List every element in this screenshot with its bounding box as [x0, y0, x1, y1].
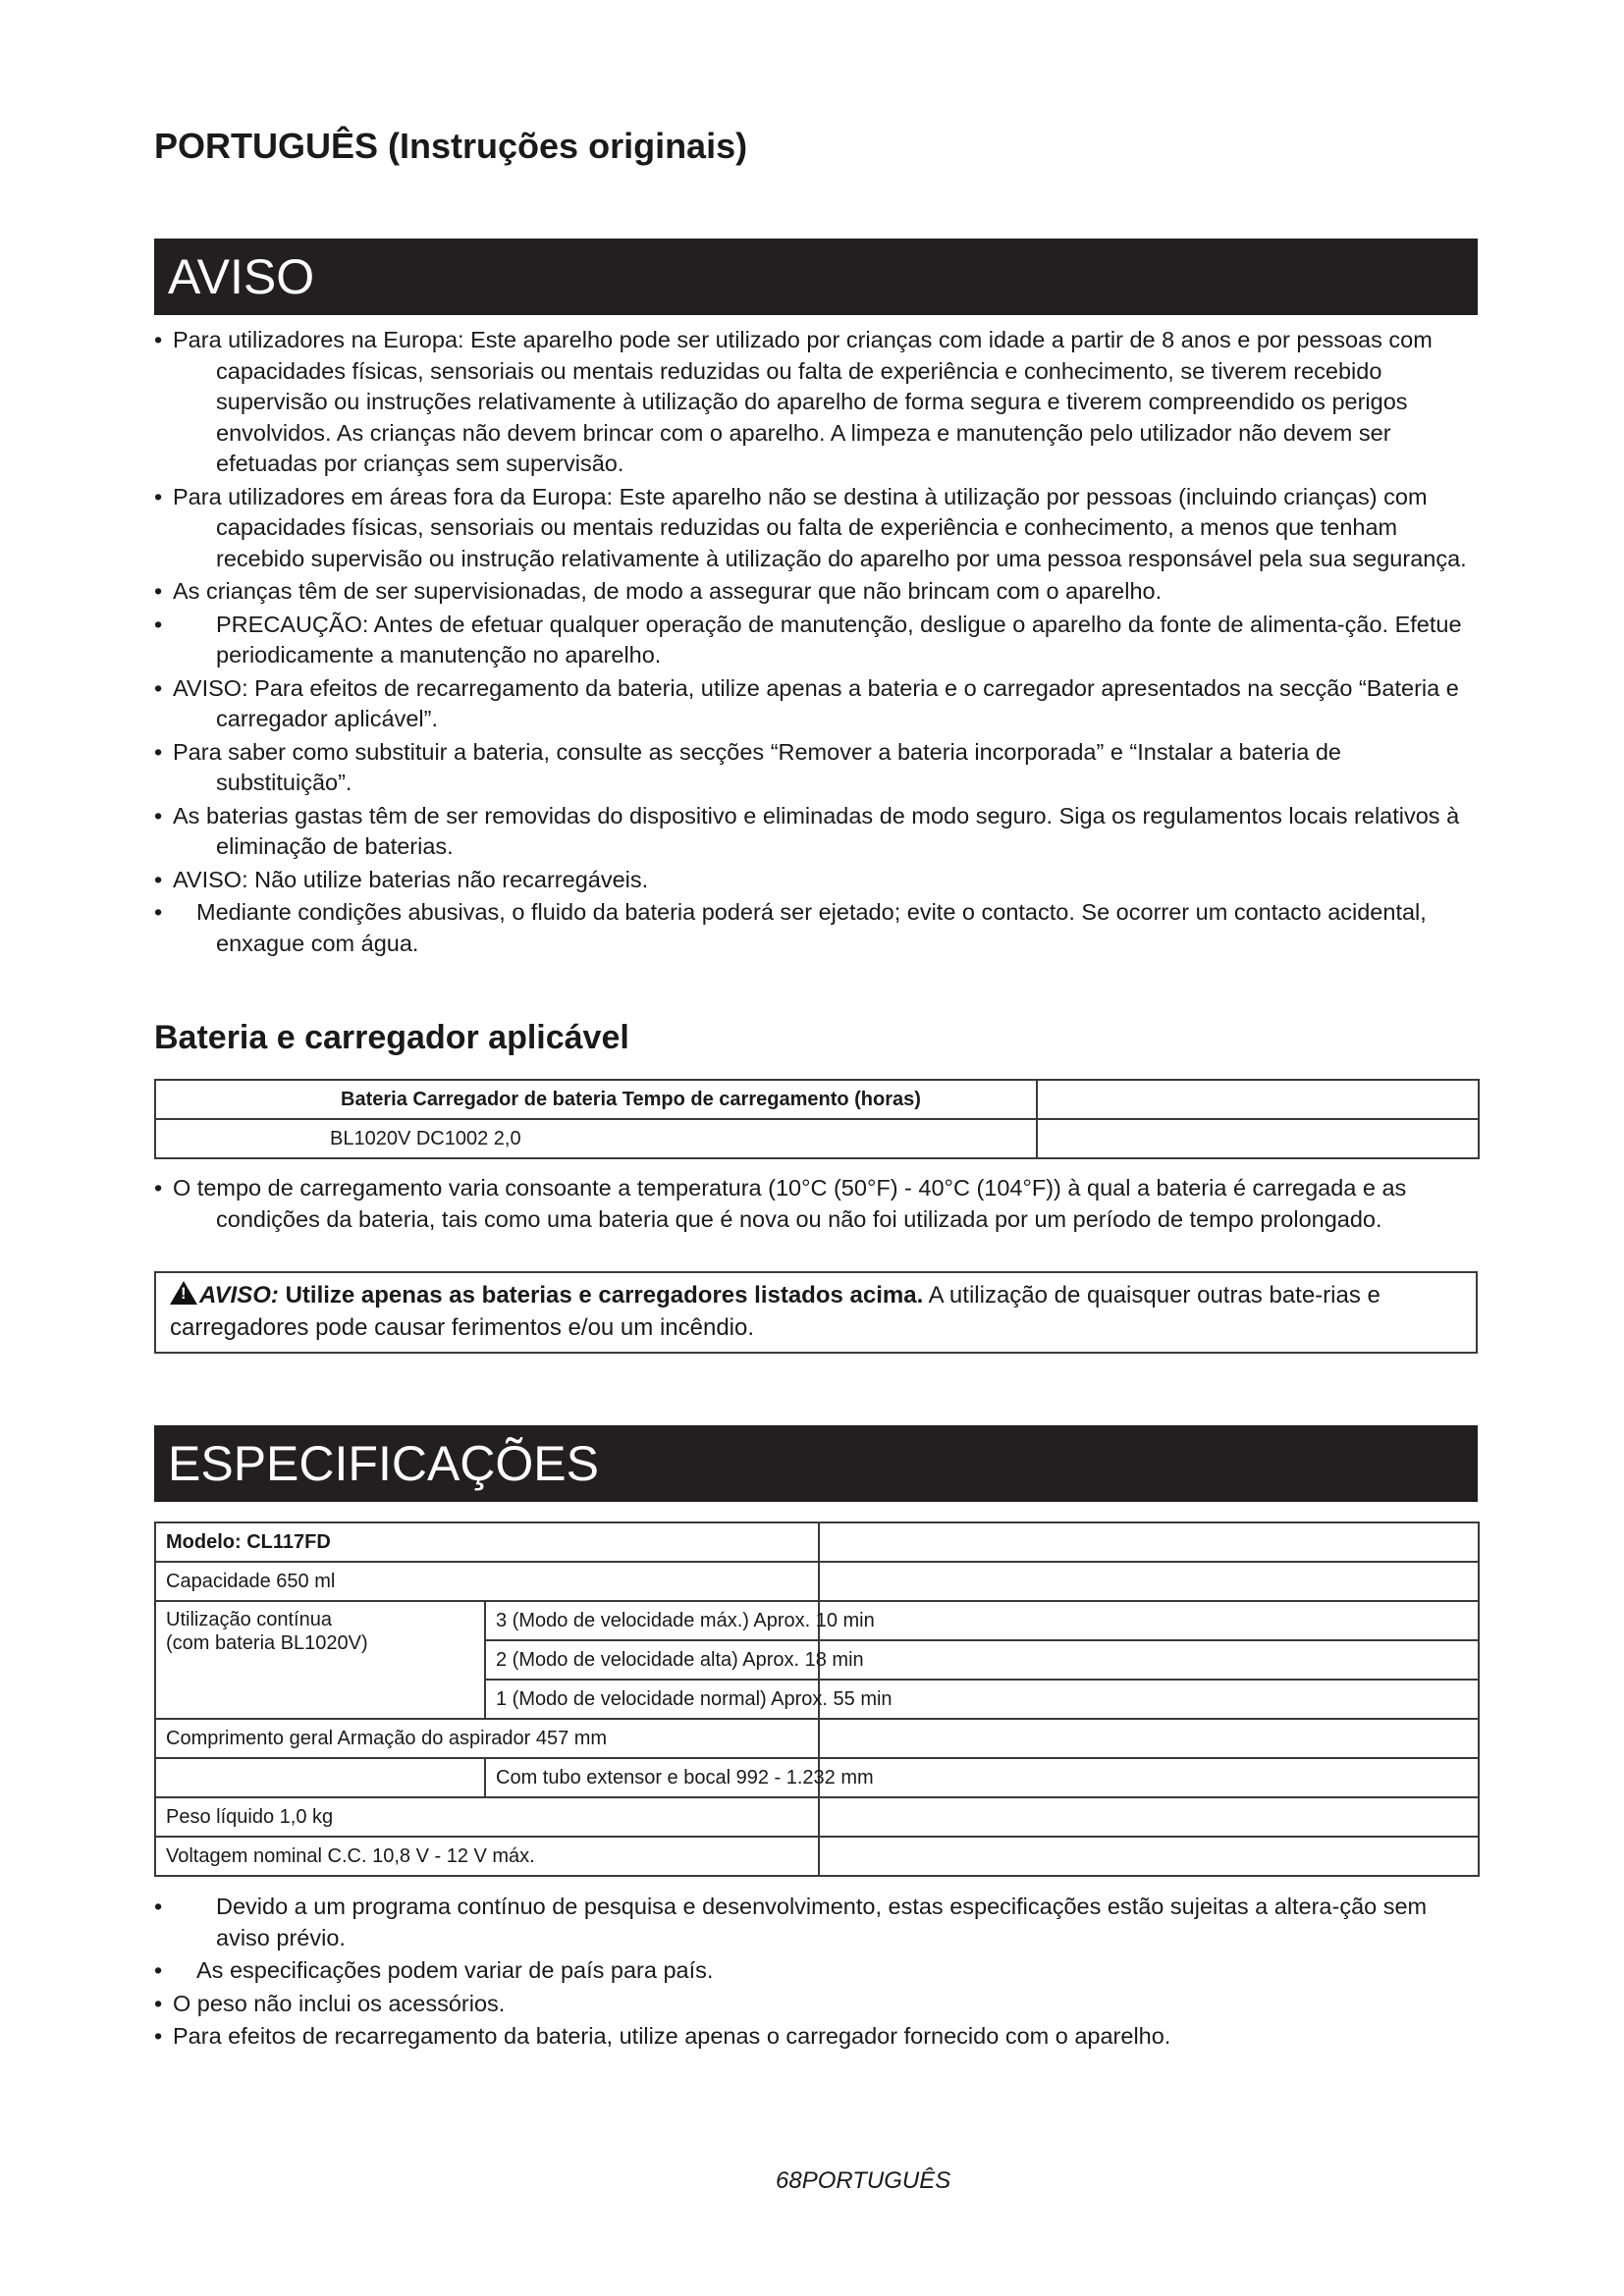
table-row	[155, 1601, 1479, 1640]
table-row	[155, 1797, 1479, 1837]
aviso-banner: AVISO	[154, 239, 1478, 315]
battery-table	[154, 1079, 1480, 1159]
table-row	[155, 1522, 1479, 1562]
table-row	[155, 1758, 1479, 1797]
aviso-list	[154, 325, 1482, 961]
length-cell: Comprimento geral Armação do aspirador 457 mm	[155, 1719, 819, 1758]
voltage-cell: Voltagem nominal C.C. 10,8 V - 12 V máx.	[155, 1837, 819, 1876]
specs-notes	[154, 1892, 1482, 2055]
specs-table	[154, 1522, 1480, 1877]
list-item: • Para utilizadores na Europa: Este aparelho pode ser utilizado por crianças com idade a partir de 8 anos e por pessoas com capacidades físicas, sensoriais ou mentais reduzidas ou falta de experiência e conhecimento, se tiverem recebido supervisão ou instruções relativamente à utilização do aparelho de forma segura e tiverem compreendido os perigos envolvidos. As crianças não devem brincar com o aparelho. A limpeza e manutenção pelo utilizador não devem ser efetuadas por crianças sem supervisão.	[154, 327, 1433, 476]
list-item: • Devido a um programa contínuo de pesquisa e desenvolvimento, estas especificações estão sujeitas a altera-ção sem aviso prévio.	[154, 1894, 1428, 1950]
table-row	[155, 1719, 1479, 1758]
warning-box: ! AVISO: Utilize apenas as baterias e carregadores listados acima. A utilização de quaisquer outras bate-rias e carregadores pode causar ferimentos e/ou um incêndio.	[154, 1271, 1478, 1354]
page-footer: 68PORTUGUÊS	[776, 2167, 951, 2194]
list-item: • AVISO: Não utilize baterias não recarregáveis.	[154, 866, 649, 892]
mode-1-cell: 1 (Modo de velocidade normal) Aprox. 55 min	[485, 1680, 819, 1719]
warning-icon: !	[170, 1281, 197, 1305]
model-cell: Modelo: CL117FD	[155, 1522, 819, 1562]
list-item: • Mediante condições abusivas, o fluido da bateria poderá ser ejetado; evite o contacto. Se ocorrer um contacto acidental, enxague com água.	[154, 899, 1427, 956]
table-row	[155, 1562, 1479, 1601]
specs-banner: ESPECIFICAÇÕES	[154, 1425, 1478, 1502]
page-title: PORTUGUÊS (Instruções originais)	[154, 126, 748, 166]
list-item: • O peso não inclui os acessórios.	[154, 1990, 506, 2016]
battery-notes	[154, 1173, 1482, 1237]
table-header-cell: Bateria Carregador de bateria Tempo de carregamento (horas)	[155, 1080, 1037, 1119]
weight-cell: Peso líquido 1,0 kg	[155, 1797, 819, 1837]
list-item: • Para saber como substituir a bateria, consulte as secções “Remover a bateria incorporada” e “Instalar a bateria de substituição”.	[154, 738, 1341, 795]
list-item: • Para utilizadores em áreas fora da Europa: Este aparelho não se destina à utilização por pessoas (incluindo crianças) com capacidades físicas, sensoriais ou mentais reduzidas ou falta de experiência e conhecimento, a menos que tenham recebido supervisão ou instrução relativamente à utilização do aparelho por uma pessoa responsável pela sua segurança.	[154, 483, 1467, 571]
mode-3-cell: 3 (Modo de velocidade máx.) Aprox. 10 min	[485, 1601, 819, 1640]
list-item: • As especificações podem variar de país para país.	[154, 1957, 714, 1983]
table-row	[155, 1080, 1479, 1119]
list-item: • As baterias gastas têm de ser removidas do dispositivo e eliminadas de modo seguro. Siga os regulamentos locais relativos à eliminação de baterias.	[154, 802, 1460, 859]
list-item: • Para efeitos de recarregamento da bateria, utilize apenas o carregador fornecido com o aparelho.	[154, 2023, 1171, 2049]
length-extension-cell: Com tubo extensor e bocal 992 - 1.232 mm	[485, 1758, 819, 1797]
list-item: • O tempo de carregamento varia consoante a temperatura (10°C (50°F) - 40°C (104°F)) à qual a bateria é carregada e as condições da bateria, tais como uma bateria que é nova ou não foi utilizada por um período de tempo prolongado.	[154, 1175, 1407, 1232]
battery-heading: Bateria e carregador aplicável	[154, 1019, 629, 1056]
list-item: • PRECAUÇÃO: Antes de efetuar qualquer operação de manutenção, desligue o aparelho da fonte de alimenta-ção. Efetue periodicamente a manutenção no aparelho.	[154, 611, 1462, 667]
continuous-use-cell: Utilização contínua (com bateria BL1020V)	[155, 1601, 485, 1719]
table-row	[155, 1837, 1479, 1876]
list-item: • AVISO: Para efeitos de recarregamento da bateria, utilize apenas a bateria e o carregador apresentados na secção “Bateria e carregador aplicável”.	[154, 674, 1459, 731]
list-item: • As crianças têm de ser supervisionadas, de modo a assegurar que não brincam com o aparelho.	[154, 578, 1163, 604]
table-row	[155, 1119, 1479, 1158]
capacity-cell: Capacidade 650 ml	[155, 1562, 819, 1601]
mode-2-cell: 2 (Modo de velocidade alta) Aprox. 18 min	[485, 1640, 819, 1680]
table-cell: BL1020V DC1002 2,0	[155, 1119, 1037, 1158]
